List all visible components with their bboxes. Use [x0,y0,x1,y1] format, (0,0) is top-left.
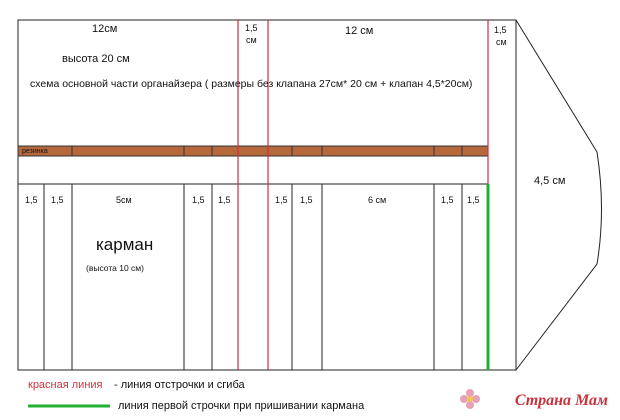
top-gap-2-label: 1,5 [494,25,507,35]
pocket-col-label: 1,5 [275,195,288,205]
flap-outline [516,20,602,370]
top-left-width-label: 12см [92,23,118,35]
pocket-col-label: 6 см [368,195,387,205]
elastic-label: резинка [22,148,48,155]
top-gap-2-unit: см [496,37,507,47]
pocket-col-label: 5см [116,195,132,205]
flap-size-label: 4,5 см [534,175,566,187]
watermark-text: Страна Мам [514,392,608,409]
legend-green-desc: линия первой строчки при пришивании кармана [118,400,365,412]
pocket-col-label: 1,5 [467,195,480,205]
watermark-flower-icon [460,389,480,409]
pocket-col-label: 1,5 [192,195,205,205]
pocket-title: карман [96,235,154,254]
pocket-col-label: 1,5 [218,195,231,205]
pocket-col-label: 1,5 [441,195,454,205]
pocket-dividers [44,184,462,370]
height-label: высота 20 см [62,53,130,65]
pocket-height-label: (высота 10 см) [86,263,144,273]
top-gap-1-unit: см [246,35,257,45]
elastic-band [18,146,488,156]
pocket-col-label: 1,5 [51,195,64,205]
pocket-col-label: 1,5 [300,195,313,205]
pocket-col-label: 1,5 [25,195,38,205]
scheme-caption: схема основной части органайзера ( размеры без клапана 27см* 20 см + клапан 4,5*20см) [30,78,473,90]
top-right-width-label: 12 см [345,25,374,37]
legend-red-label: красная линия [28,379,103,391]
legend-red-desc: - линия отстрочки и сгиба [114,379,245,391]
top-gap-1-label: 1,5 [245,23,258,33]
